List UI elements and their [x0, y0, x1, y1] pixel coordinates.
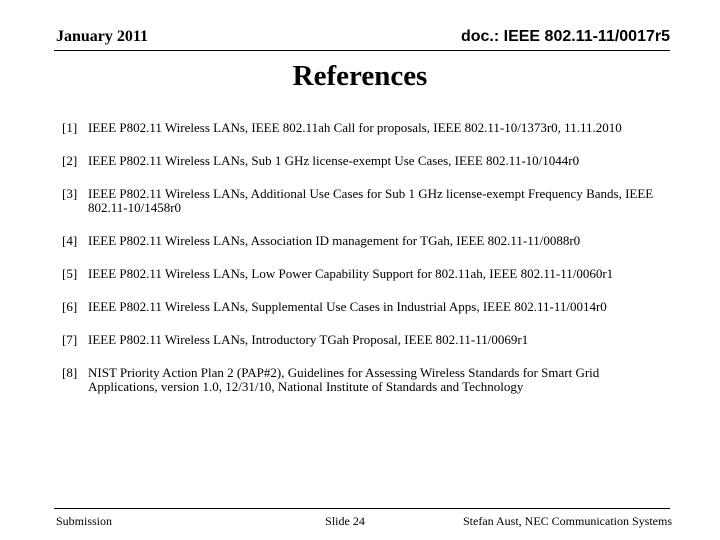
reference-item	[62, 366, 668, 394]
reference-text: IEEE P802.11 Wireless LANs, Sub 1 GHz license-exempt Use Cases, IEEE 802.11-10/1044r0	[88, 153, 580, 168]
reference-item	[62, 121, 668, 135]
footer-slide-number: Slide 24	[325, 514, 365, 528]
reference-number: [6]	[62, 299, 78, 314]
reference-item	[62, 333, 668, 347]
reference-text: IEEE P802.11 Wireless LANs, Additional Use Cases for Sub 1 GHz license-exempt Frequency Bands, IEEE 802.11-10/1458r0	[88, 186, 654, 215]
reference-text: IEEE P802.11 Wireless LANs, IEEE 802.11ah Call for proposals, IEEE 802.11-10/1373r0, 11.11.2010	[88, 120, 622, 135]
reference-text: IEEE P802.11 Wireless LANs, Low Power Capability Support for 802.11ah, IEEE 802.11-11/0060r1	[88, 266, 614, 281]
reference-item	[62, 267, 668, 281]
footer-submission: Submission	[56, 514, 113, 528]
header-date: January 2011	[56, 28, 149, 45]
footer-divider	[54, 508, 670, 509]
reference-item	[62, 187, 668, 215]
slide-title: References	[292, 60, 428, 92]
reference-text: NIST Priority Action Plan 2 (PAP#2), Guidelines for Assessing Wireless Standards for Smart Grid Applications, version 1.0, 12/31/10, National Institute of Standards and Technology	[88, 365, 600, 394]
reference-number: [4]	[62, 233, 78, 248]
reference-number: [2]	[62, 153, 78, 168]
reference-text: IEEE P802.11 Wireless LANs, Introductory TGah Proposal, IEEE 802.11-11/0069r1	[88, 332, 529, 347]
reference-item	[62, 234, 668, 248]
header-doc-id: doc.: IEEE 802.11-11/0017r5	[460, 28, 670, 45]
reference-text: IEEE P802.11 Wireless LANs, Association ID management for TGah, IEEE 802.11-11/0088r0	[88, 233, 581, 248]
reference-item	[62, 300, 668, 314]
reference-number: [7]	[62, 332, 78, 347]
reference-number: [1]	[62, 120, 78, 135]
footer-author: Stefan Aust, NEC Communication Systems	[463, 514, 672, 528]
reference-number: [5]	[62, 266, 78, 281]
reference-item	[62, 154, 668, 168]
header-divider	[54, 50, 670, 51]
reference-number: [8]	[62, 365, 78, 380]
reference-number: [3]	[62, 186, 78, 201]
reference-list	[62, 121, 668, 413]
reference-text: IEEE P802.11 Wireless LANs, Supplemental Use Cases in Industrial Apps, IEEE 802.11-11/0014r0	[88, 299, 607, 314]
